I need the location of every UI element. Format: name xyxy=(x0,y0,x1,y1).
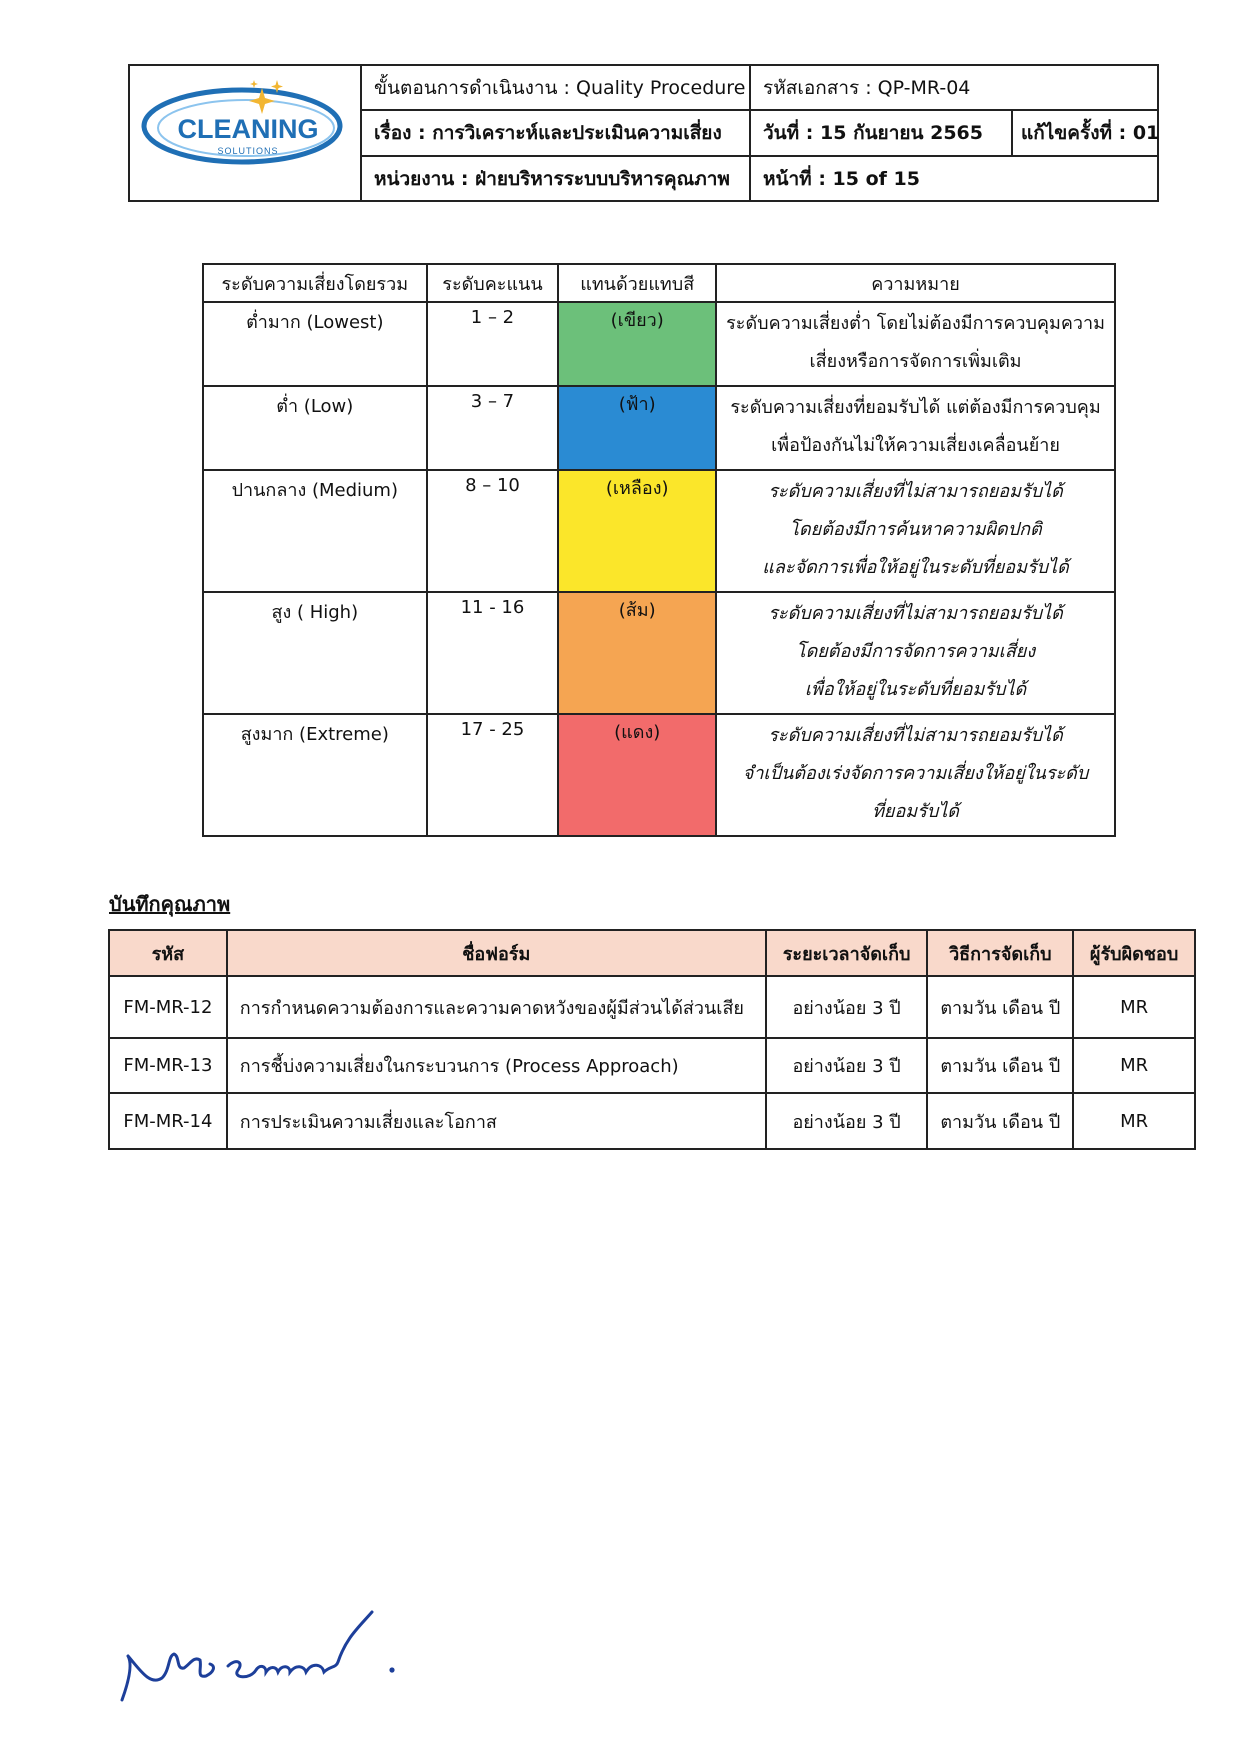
meaning-line: และจัดการเพื่อให้อยู่ในระดับที่ยอมรับได้ xyxy=(762,557,1069,578)
column-header: วิธีการจัดเก็บ xyxy=(927,930,1073,976)
company-logo xyxy=(130,66,360,200)
logo-text: CLEANING xyxy=(177,114,319,144)
meaning-line: จำเป็นต้องเร่งจัดการความเสี่ยงให้อยู่ในระดับ xyxy=(742,763,1089,784)
risk-meaning xyxy=(716,470,1115,592)
subject-title: เรื่อง : การวิเคราะห์และประเมินความเสี่ยง xyxy=(374,122,722,144)
risk-level: สูงมาก (Extreme) xyxy=(203,714,427,836)
risk-level: สูง ( High) xyxy=(203,592,427,714)
table-row xyxy=(203,386,1115,470)
column-header: ระดับความเสี่ยงโดยรวม xyxy=(203,264,427,302)
storage-method: ตามวัน เดือน ปี xyxy=(927,976,1073,1038)
risk-level: ต่ำมาก (Lowest) xyxy=(203,302,427,386)
risk-level-table xyxy=(202,263,1116,837)
color-label: (แดง) xyxy=(614,722,661,743)
table-row xyxy=(203,592,1115,714)
risk-table-header-row xyxy=(203,264,1115,302)
revision-number: แก้ไขครั้งที่ : 01 xyxy=(1021,122,1160,144)
meaning-line: โดยต้องมีการค้นหาความผิดปกติ xyxy=(789,519,1042,540)
table-row xyxy=(203,302,1115,386)
department-label: หน่วยงาน : ฝ่ายบริหารระบบบริหารคุณภาพ xyxy=(374,167,730,190)
retention-period: อย่างน้อย 3 ปี xyxy=(766,976,928,1038)
retention-period: อย่างน้อย 3 ปี xyxy=(766,1093,928,1149)
form-name: การประเมินความเสี่ยงและโอกาส xyxy=(227,1093,766,1149)
color-swatch xyxy=(558,302,716,386)
score-range: 17 - 25 xyxy=(427,714,559,836)
score-range: 3 – 7 xyxy=(427,386,559,470)
logo-subtext: SOLUTIONS xyxy=(217,146,279,156)
responsible-person: MR xyxy=(1073,1038,1195,1093)
color-swatch xyxy=(558,714,716,836)
form-code: FM-MR-12 xyxy=(109,976,227,1038)
score-range: 1 – 2 xyxy=(427,302,559,386)
table-row xyxy=(109,976,1195,1038)
meaning-line: ระดับความเสี่ยงต่ำ โดยไม่ต้องมีการควบคุมความ xyxy=(726,313,1105,334)
column-header: ผู้รับผิดชอบ xyxy=(1073,930,1195,976)
responsible-person: MR xyxy=(1073,1093,1195,1149)
risk-meaning xyxy=(716,302,1115,386)
score-range: 8 – 10 xyxy=(427,470,559,592)
meaning-line: เพื่อให้อยู่ในระดับที่ยอมรับได้ xyxy=(804,679,1027,700)
risk-level: ปานกลาง (Medium) xyxy=(203,470,427,592)
column-header: แทนด้วยแทบสี xyxy=(558,264,716,302)
meaning-line: โดยต้องมีการจัดการความเสี่ยง xyxy=(795,641,1036,662)
column-header: ชื่อฟอร์ม xyxy=(227,930,766,976)
form-name: การกำหนดความต้องการและความคาดหวังของผู้มีส่วนได้ส่วนเสีย xyxy=(227,976,766,1038)
form-name: การชี้บ่งความเสี่ยงในกระบวนการ (Process Approach) xyxy=(227,1038,766,1093)
column-header: ความหมาย xyxy=(716,264,1115,302)
color-label: (เหลือง) xyxy=(605,478,669,499)
responsible-person: MR xyxy=(1073,976,1195,1038)
column-header: รหัส xyxy=(109,930,227,976)
meaning-line: ที่ยอมรับได้ xyxy=(872,801,959,822)
form-code: FM-MR-14 xyxy=(109,1093,227,1149)
document-code: รหัสเอกสาร : QP-MR-04 xyxy=(763,76,971,99)
color-swatch xyxy=(558,470,716,592)
procedure-title: ขั้นตอนการดำเนินงาน : Quality Procedure xyxy=(374,76,746,99)
meaning-line: ระดับความเสี่ยงที่ไม่สามารถยอมรับได้ xyxy=(768,603,1063,624)
color-swatch xyxy=(558,386,716,470)
meaning-line: เสี่ยงหรือการจัดการเพิ่มเติม xyxy=(809,351,1022,372)
color-label: (ส้ม) xyxy=(618,600,656,621)
retention-period: อย่างน้อย 3 ปี xyxy=(766,1038,928,1093)
color-swatch xyxy=(558,592,716,714)
table-row xyxy=(109,1038,1195,1093)
quality-records-title: บันทึกคุณภาพ xyxy=(109,892,231,916)
document-header xyxy=(128,64,1159,202)
meaning-line: ระดับความเสี่ยงที่ไม่สามารถยอมรับได้ xyxy=(768,725,1063,746)
effective-date: วันที่ : 15 กันยายน 2565 xyxy=(763,122,983,144)
color-label: (ฟ้า) xyxy=(618,394,656,415)
meaning-line: ระดับความเสี่ยงที่ไม่สามารถยอมรับได้ xyxy=(768,481,1063,502)
storage-method: ตามวัน เดือน ปี xyxy=(927,1038,1073,1093)
meaning-line: ระดับความเสี่ยงที่ยอมรับได้ แต่ต้องมีการควบคุม xyxy=(730,397,1101,418)
risk-level: ต่ำ (Low) xyxy=(203,386,427,470)
storage-method: ตามวัน เดือน ปี xyxy=(927,1093,1073,1149)
handwritten-signature xyxy=(110,1608,430,1708)
page-number: หน้าที่ : 15 of 15 xyxy=(763,167,920,190)
table-row xyxy=(203,470,1115,592)
risk-meaning xyxy=(716,714,1115,836)
column-header: ระดับคะแนน xyxy=(427,264,559,302)
logo-cell xyxy=(130,66,362,200)
table-row xyxy=(109,1093,1195,1149)
sparkle-icon xyxy=(249,80,283,114)
risk-meaning xyxy=(716,592,1115,714)
meaning-line: เพื่อป้องกันไม่ให้ความเสี่ยงเคลื่อนย้าย xyxy=(771,435,1060,456)
form-code: FM-MR-13 xyxy=(109,1038,227,1093)
table-row xyxy=(203,714,1115,836)
score-range: 11 - 16 xyxy=(427,592,559,714)
quality-records-table xyxy=(108,929,1196,1150)
color-label: (เขียว) xyxy=(610,310,664,331)
records-header-row xyxy=(109,930,1195,976)
column-header: ระยะเวลาจัดเก็บ xyxy=(766,930,928,976)
risk-meaning xyxy=(716,386,1115,470)
